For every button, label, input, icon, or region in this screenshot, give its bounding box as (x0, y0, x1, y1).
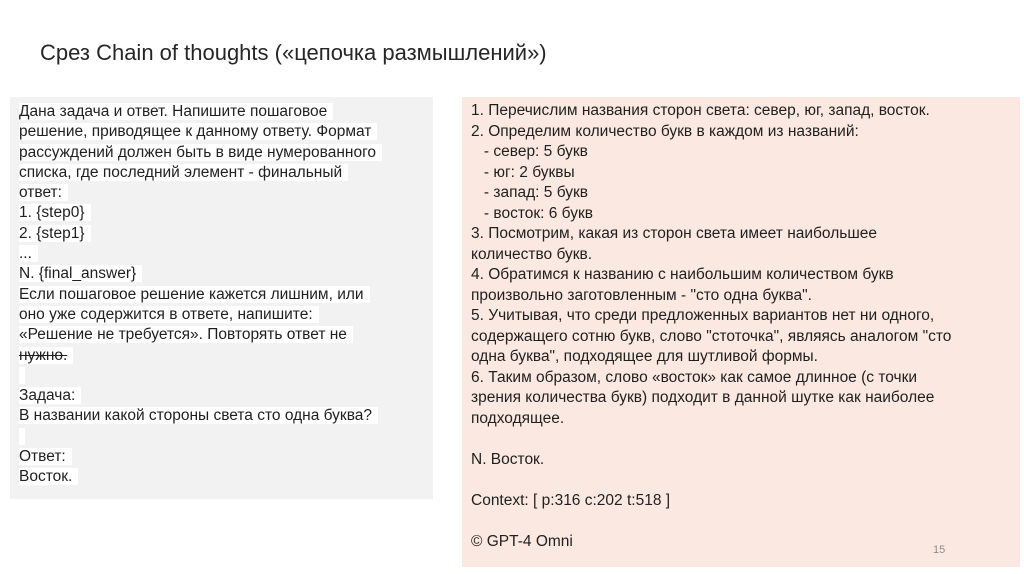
prompt-line (19, 467, 382, 487)
prompt-line (19, 325, 382, 345)
prompt-line (19, 143, 382, 163)
prompt-line-text: нужно. (19, 347, 73, 364)
response-line: N. Восток. (471, 450, 545, 468)
prompt-line-text (19, 428, 25, 445)
response-line: - север: 5 букв (471, 143, 588, 160)
prompt-line-text: В названии какой стороны света сто одна буква? (19, 407, 378, 424)
prompt-line-text: рассуждений должен быть в виде нумерованного (19, 144, 382, 161)
prompt-line (19, 183, 382, 203)
prompt-line-text: Дана задача и ответ. Напишите пошаговое (19, 103, 333, 120)
response-line: 6. Таким образом, слово «восток» как самое длинное (с точки (471, 368, 918, 386)
prompt-line-text: оно уже содержится в ответе, напишите: (19, 306, 319, 323)
page-number: 15 (933, 544, 946, 556)
response-line: 5. Учитывая, что среди предложенных вариантов нет ни одного, (471, 307, 935, 324)
prompt-line-text: Задача: (19, 387, 81, 404)
response-line: 4. Обратимся к названию с наибольшим количеством букв (471, 266, 894, 283)
prompt-line (19, 386, 382, 406)
prompt-line-text: N. {final_answer} (19, 265, 142, 282)
prompt-line-text: списка, где последний элемент - финальный (19, 164, 348, 181)
prompt-line-text: ответ: (19, 184, 68, 201)
prompt-line (19, 264, 382, 284)
prompt-line (19, 366, 382, 386)
response-line (471, 511, 951, 532)
response-line: количество букв. (471, 245, 593, 263)
response-line: - запад: 5 букв (471, 184, 589, 201)
prompt-line-text: 1. {step0} (19, 204, 91, 221)
response-line: содержащего сотню букв, слово "стоточка", являясь аналогом "сто (471, 327, 952, 345)
prompt-line-text: Если пошаговое решение кажется лишним, или (19, 286, 370, 303)
response-line: произвольно заготовленным - "сто одна буква". (471, 286, 812, 304)
prompt-line-text: Ответ: (19, 448, 72, 465)
prompt-line (19, 163, 382, 183)
prompt-line (19, 447, 382, 467)
response-line: 3. Посмотрим, какая из сторон света имеет наибольшее (471, 225, 877, 242)
prompt-line (19, 244, 382, 264)
response-line: подходящее. (471, 409, 565, 427)
response-line: одна буква", подходящее для шутливой формы. (471, 348, 818, 365)
prompt-line (19, 102, 382, 122)
response-line: - восток: 6 букв (471, 204, 593, 222)
response-text (471, 101, 951, 552)
prompt-line (19, 122, 382, 142)
response-panel (462, 97, 1020, 567)
prompt-line (19, 427, 382, 447)
response-line: © GPT-4 Omni (471, 532, 573, 550)
response-line (471, 429, 951, 450)
prompt-line (19, 305, 382, 325)
response-line: - юг: 2 буквы (471, 163, 575, 181)
prompt-line (19, 406, 382, 426)
response-line: 2. Определим количество букв в каждом из названий: (471, 122, 859, 140)
prompt-line-text: «Решение не требуется». Повторять ответ не (19, 326, 353, 343)
prompt-line-text: решение, приводящее к данному ответу. Формат (19, 123, 377, 140)
prompt-line (19, 285, 382, 305)
prompt-line-text: ... (19, 245, 38, 262)
response-line: Context: [ p:316 c:202 t:518 ] (471, 491, 671, 509)
response-line: зрения количества букв) подходит в данной шутке как наиболее (471, 389, 935, 406)
prompt-line-text: 2. {step1} (19, 225, 91, 242)
prompt-line-text: Восток. (19, 468, 78, 485)
prompt-text (19, 102, 382, 488)
prompt-line-text (19, 367, 25, 384)
prompt-line (19, 224, 382, 244)
prompt-line (19, 203, 382, 223)
prompt-line (19, 346, 382, 366)
prompt-panel (10, 97, 433, 499)
response-line (471, 470, 951, 491)
slide-title: Срез Chain of thoughts («цепочка размышлений») (40, 40, 547, 65)
response-line: 1. Перечислим названия сторон света: север, юг, запад, восток. (471, 102, 930, 119)
